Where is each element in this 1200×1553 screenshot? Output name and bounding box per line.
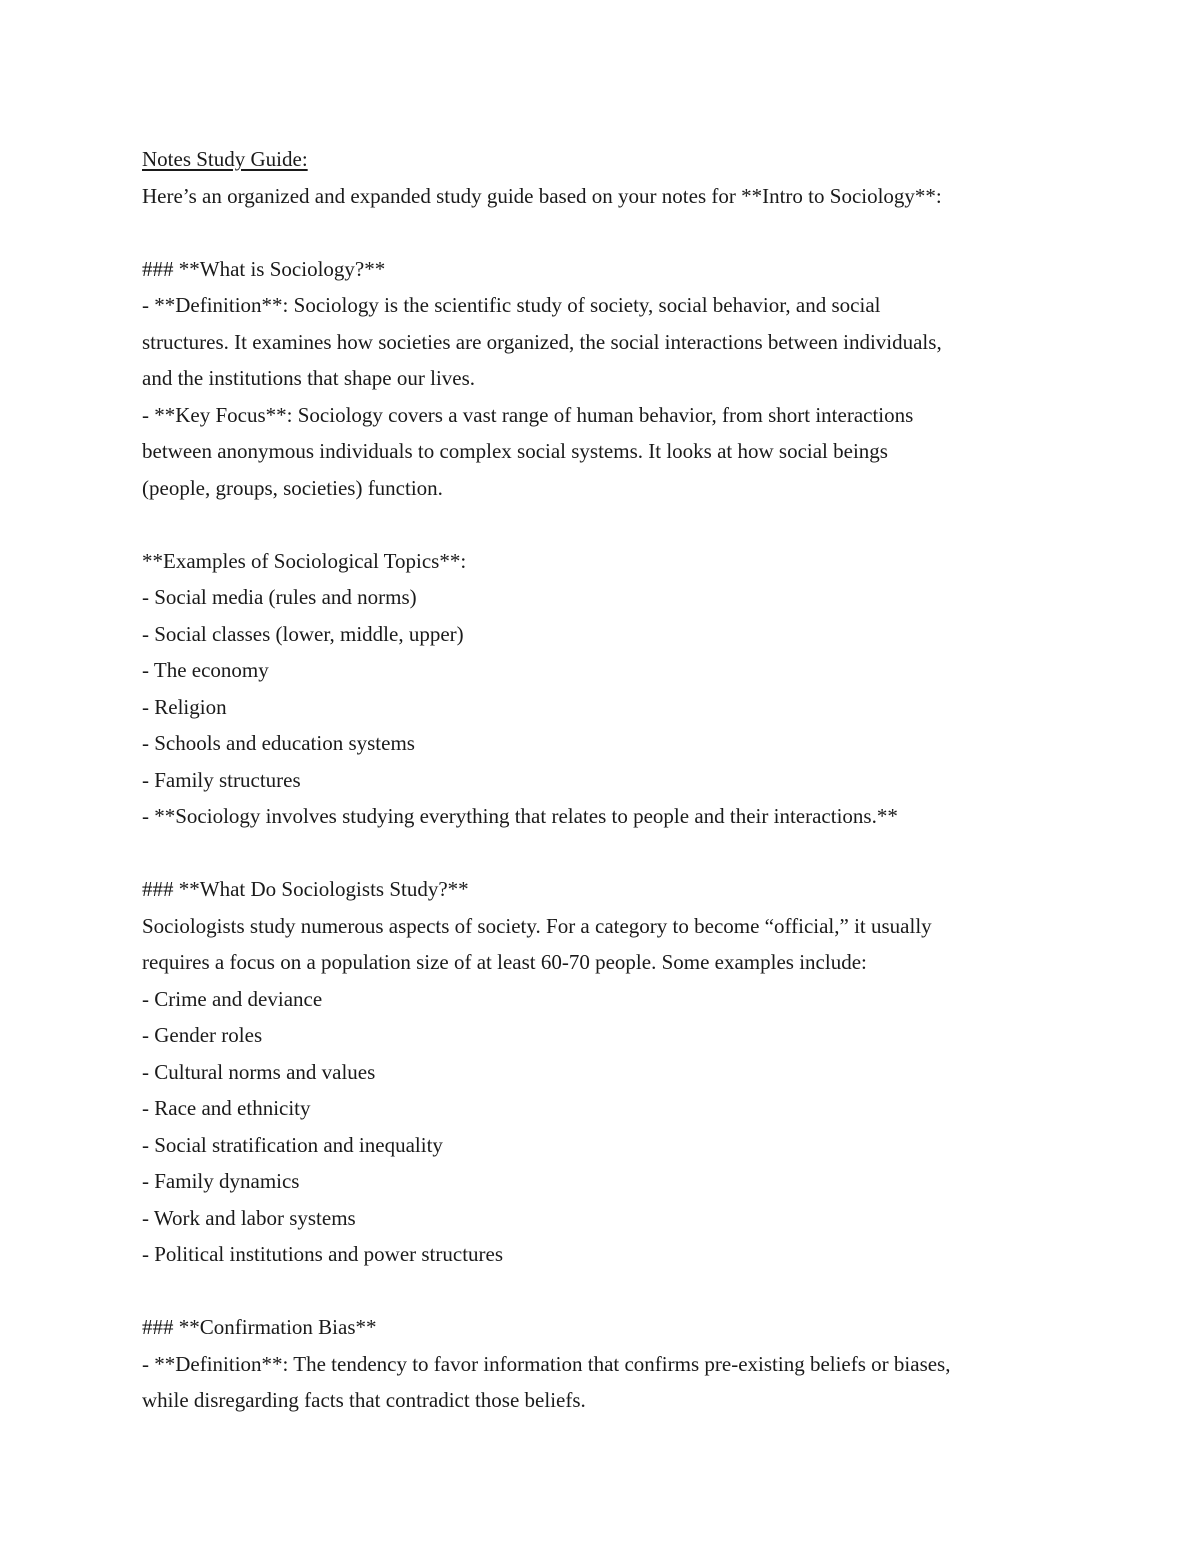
list-item: - Social media (rules and norms): [142, 585, 417, 609]
paragraph-line: - **Definition**: The tendency to favor information that confirms pre-existing beliefs or biases,: [142, 1351, 951, 1376]
intro-text: Here’s an organized and expanded study guide based on your notes for **Intro to Sociology**:: [142, 183, 942, 208]
paragraph-line: while disregarding facts that contradict those beliefs.: [142, 1388, 586, 1412]
paragraph-line: (people, groups, societies) function.: [142, 475, 443, 500]
blank-line: [142, 1273, 1072, 1310]
paragraph-line: - **Definition**: Sociology is the scientific study of society, social behavior, and social: [142, 293, 881, 317]
section-heading-confirmation-bias: ### **Confirmation Bias**: [142, 1315, 377, 1339]
section-heading-what-is-sociology: ### **What is Sociology?**: [142, 256, 386, 281]
blank-line: [142, 214, 1072, 251]
blank-line: [142, 835, 1072, 872]
section-heading-what-do-sociologists-study: ### **What Do Sociologists Study?**: [142, 877, 469, 901]
blank-line: [142, 506, 1072, 543]
list-item: - Crime and deviance: [142, 986, 323, 1011]
paragraph-line: Sociologists study numerous aspects of society. For a category to become “official,” it usually: [142, 913, 932, 938]
list-item: - Gender roles: [142, 1023, 263, 1047]
list-item: - Schools and education systems: [142, 731, 415, 755]
paragraph-line: between anonymous individuals to complex social systems. It looks at how social beings: [142, 439, 888, 463]
list-item: - **Sociology involves studying everything that relates to people and their interactions.**: [142, 804, 898, 828]
section-heading-examples: **Examples of Sociological Topics**:: [142, 548, 467, 573]
paragraph-line: requires a focus on a population size of at least 60-70 people. Some examples include:: [142, 950, 867, 974]
paragraph-line: structures. It examines how societies are organized, the social interactions between individuals,: [142, 329, 942, 354]
document-title: Notes Study Guide:: [142, 147, 308, 171]
paragraph-line: and the institutions that shape our lives.: [142, 366, 476, 390]
list-item: - Family structures: [142, 767, 301, 792]
list-item: - Family dynamics: [142, 1169, 300, 1193]
document-page: [142, 141, 1072, 1419]
list-item: - Social classes (lower, middle, upper): [142, 621, 464, 646]
list-item: - Religion: [142, 694, 227, 719]
paragraph-line: - **Key Focus**: Sociology covers a vast range of human behavior, from short interactions: [142, 402, 914, 427]
list-item: - The economy: [142, 658, 269, 682]
list-item: - Race and ethnicity: [142, 1096, 311, 1120]
list-item: - Social stratification and inequality: [142, 1132, 443, 1157]
list-item: - Cultural norms and values: [142, 1059, 376, 1084]
list-item: - Work and labor systems: [142, 1205, 356, 1230]
list-item: - Political institutions and power structures: [142, 1242, 504, 1266]
